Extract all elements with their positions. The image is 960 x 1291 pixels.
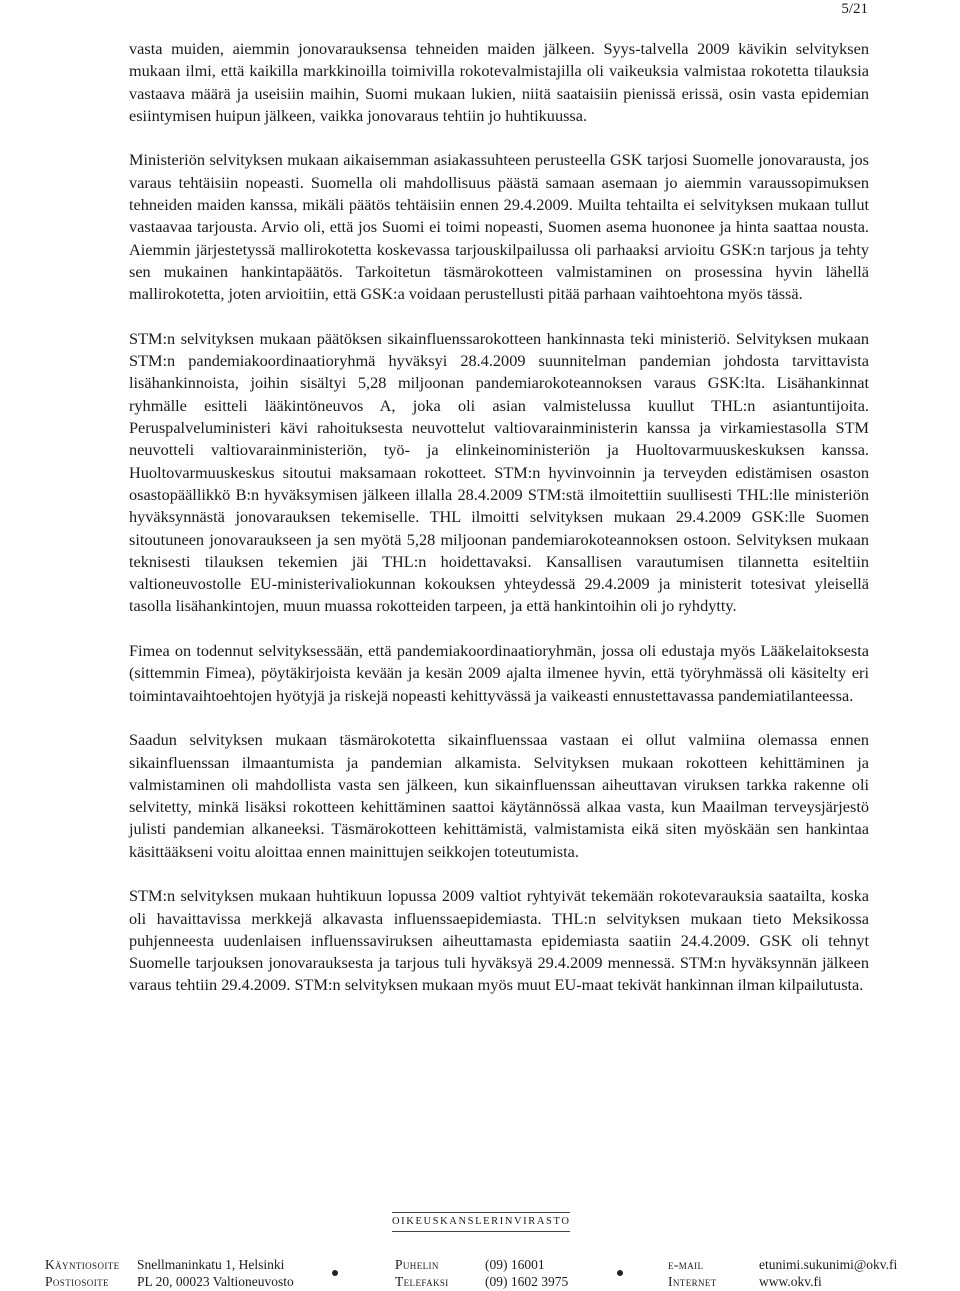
separator-dot-icon [332,1270,338,1276]
fax-label: Telefaksi [395,1274,449,1289]
paragraph-4: Fimea on todennut selvityksessään, että pandemiakoordinaatioryhmän, jossa oli edustaja myös Lääkelaitoksesta (sittemmin Fimea), pöytäkirjoista kevään ja kesän 2009 ajalta ilmenee hyvin, että työryhmässä oli käsitelty eri toimintavaihtoehtojen hyötyjä ja riskejä nopeasti kehittyvässä ja vaikeasti ennustettavassa pandemiatilanteessa. [129,641,869,705]
phone-value: (09) 16001 [485,1257,545,1272]
email-value[interactable]: etunimi.sukunimi@okv.fi [759,1257,898,1272]
visit-address-label: Käyntiosoite [45,1257,120,1272]
page-number: 5/21 [841,1,868,17]
internet-label: Internet [668,1274,717,1289]
body-text [129,38,869,997]
paragraph-1: vasta muiden, aiemmin jonovarauksensa tehneiden maiden jälkeen. Syys-talvella 2009 kävikin selvityksen mukaan ilmi, että kaikilla markkinoilla toimivilla rokotevalmistajilla oli vaikeuksia valmistaa rokotetta tilauksia vastaava määrä ja useisiin maihin, Suomi mukaan lukien, niitä saataisiin pienissä erissä, osin vasta epidemian esiintymisen huipun jälkeen, vaikka jonovaraus tehtiin jo huhtikuussa. [129,39,869,125]
internet-value[interactable]: www.okv.fi [759,1274,822,1289]
postal-address-value: PL 20, 00023 Valtioneuvosto [137,1274,294,1289]
paragraph-5: Saadun selvityksen mukaan täsmärokotetta sikainfluenssaa vastaan ei ollut valmiina olemassa ennen sikainfluenssan ilmaantumista ja pandemian alkamista. Selvityksen mukaan rokotteen kehittäminen ja valmistaminen oli mahdollista vasta sen jälkeen, kun sikainfluenssan aiheuttavan viruksen tarkka rakenne oli selvitetty, minkä lisäksi rokotteen kehittäminen saattoi käytännössä alkaa vasta, kun Maailman terveysjärjestö julisti pandemian alkaneeksi. Täsmärokotteen kehittämistä, valmistamista eikä siten myöskään sen hankintaa käsittääkseni voitu aloittaa ennen mainittujen seikkojen toteutumista. [129,730,869,861]
paragraph-2: Ministeriön selvityksen mukaan aikaisemman asiakassuhteen perusteella GSK tarjosi Suomelle jonovarausta, jos varaus tehtäisiin nopeasti. Suomella oli mahdollisuus päästä samaan asemaan jo aiemmin varaussopimuksen tehneiden maiden kanssa, mikäli päätös tehtäisiin ennen 29.4.2009. Muilta tehtailta ei selvityksen mukaan tullut vastaavaa tarjousta. Arvio oli, että jos Suomi ei toimi nopeasti, Suomen asema huononee ja hinta saattaa nousta. Aiemmin järjestetyssä mallirokotetta koskevassa tarjouskilpailussa oli parhaaksi arvioitu GSK:n tarjous ja tehty sen mukainen hankintapäätös. Tarkoitetun täsmärokotteen valmistaminen on prosessina hyvin lähellä mallirokotetta, joten arvioitiin, että GSK:a voidaan perustellusti pitää parhaan vaihtoehtona myös tässä. [129,150,869,304]
paragraph-6: STM:n selvityksen mukaan huhtikuun lopussa 2009 valtiot ryhtyivät tekemään rokotevarauksia saatailta, koska oli havaittavissa merkkejä alkavasta influenssaepidemiasta. THL:n selvityksen mukaan tieto Meksikossa puhjenneesta uudenlaisen influenssaviruksen aiheuttamasta epidemiasta saatiin 24.4.2009. GSK oli tehnyt Suomelle tarjouksen jonovarauksesta ja tarjous tuli hyväksyä 29.4.2009 mennessä. STM:n hyväksynnän jälkeen varaus tehtiin 29.4.2009. STM:n selvityksen mukaan myös muut EU-maat tekivät hankinnan ilman kilpailutusta. [129,886,869,995]
paragraph-3: STM:n selvityksen mukaan päätöksen sikainfluenssarokotteen hankinnasta teki ministeriö. Selvityksen mukaan STM:n pandemiakoordinaatioryhmä hyväksyi 28.4.2009 suunnitelman pandemian johdosta tarvittavista lisähankinnoista, joihin sisältyi 5,28 miljoonan pandemiarokoteannoksen varaus GSK:lta. Lisähankinnat ryhmälle esitteli lääkintöneuvos A, joka oli asian valmistelussa kuullut THL:n asiantuntijoita. Peruspalveluministeri kävi rahoituksesta neuvottelut valtiovarainministerin kanssa ja virkamiestasolla STM neuvotteli valtiovarainministeriön, työ- ja elinkeinoministeriön ja Huoltovarmuuskeskuksen kanssa. Huoltovarmuuskeskus sitoutui maksamaan rokotteet. STM:n hyvinvoinnin ja terveyden edistämisen osaston osastopäällikkö B:n hyväksymisen jälkeen illalla 28.4.2009 STM:stä ilmoitettiin suullisesti THL:lle ministeriön hyväksynnästä jonovarauksen tekemiselle. THL ilmoitti selvityksen mukaan 29.4.2009 GSK:lle Suomen sitoutuneen jonovaraukseen ja sen myötä 5,28 miljoonan pandemiarokoteannoksen ostoon. Selvityksen mukaan teknisesti tilauksen tekemien jäi THL:n hoidettavaksi. Kansallisen varautumisen tilannetta esiteltiin valtioneuvostolle EU-ministerivaliokunnan kokouksen yhteydessä 29.4.2009 ja ministerit totesivat yleisellä tasolla lisähankintojen, muun muassa rokotteiden tarpeen, ja että hankintoihin oli jo ryhdytty. [129,328,869,616]
fax-value: (09) 1602 3975 [485,1274,569,1289]
footer [45,1256,915,1290]
visit-address-value: Snellmaninkatu 1, Helsinki [137,1257,285,1272]
separator-dot-icon [617,1270,623,1276]
email-label: e-mail [668,1257,704,1272]
phone-label: Puhelin [395,1257,439,1272]
footer-brand: OIKEUSKANSLERINVIRASTO [392,1212,570,1232]
postal-address-label: Postiosoite [45,1274,109,1289]
